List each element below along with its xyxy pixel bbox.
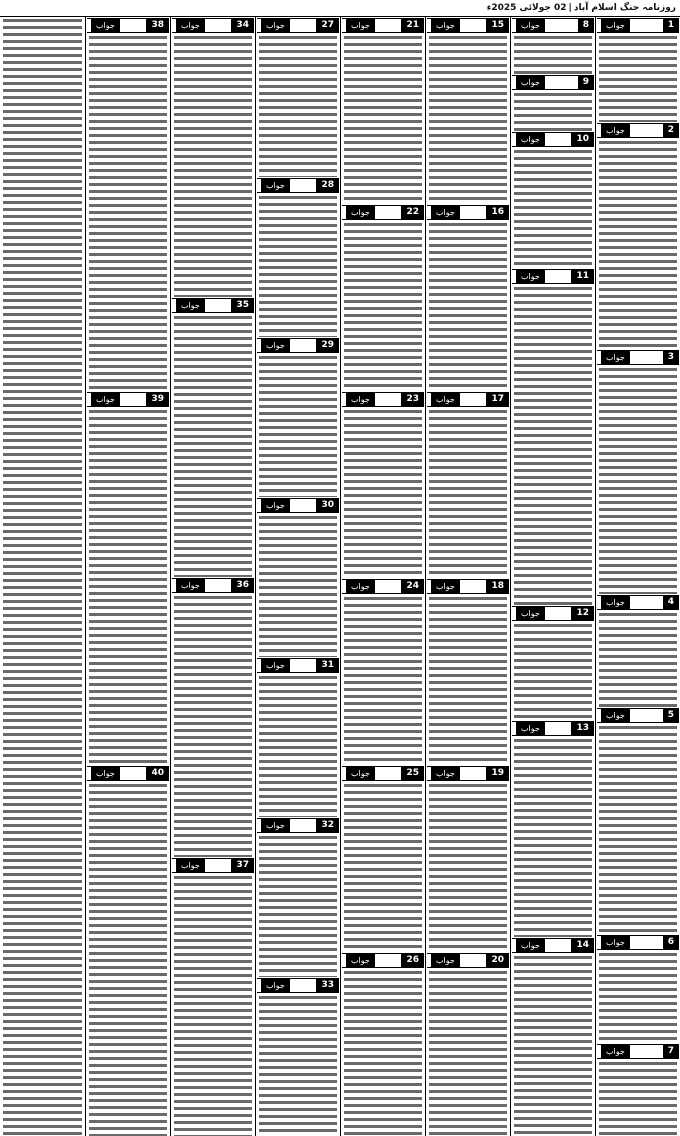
newspaper-header: [0, 0, 680, 17]
question-number: 21: [401, 19, 424, 32]
question-header: [597, 18, 679, 33]
header-separator: |: [568, 3, 572, 13]
question-header: [342, 392, 424, 407]
qa-block: [512, 18, 594, 74]
answer-text: [344, 34, 422, 204]
answer-label: جواب: [601, 124, 630, 137]
question-header: [427, 18, 509, 33]
question-number: 7: [663, 1045, 679, 1058]
question-header: [512, 721, 594, 736]
answer-text: [514, 737, 592, 937]
question-number: 34: [231, 19, 254, 32]
answer-label: جواب: [431, 19, 460, 32]
qa-block: [427, 18, 509, 204]
answer-text: [174, 874, 252, 1136]
question-number: 16: [486, 206, 509, 219]
answer-label: جواب: [261, 499, 290, 512]
question-number: 25: [401, 767, 424, 780]
question-number: 32: [316, 819, 339, 832]
answer-label: جواب: [91, 767, 120, 780]
question-number: 13: [571, 722, 594, 735]
qa-block: [342, 392, 424, 578]
answer-label: جواب: [261, 339, 290, 352]
answer-label: جواب: [176, 19, 205, 32]
answer-label: جواب: [431, 954, 460, 967]
qa-block: [172, 18, 254, 297]
newspaper-page: [0, 17, 680, 1136]
answer-text: [599, 34, 677, 122]
column-2: [510, 17, 595, 1136]
qa-block: [427, 205, 509, 391]
answer-text: [599, 951, 677, 1043]
qa-block: [512, 938, 594, 1136]
question-number: 18: [486, 580, 509, 593]
answer-text: [514, 622, 592, 720]
question-header: [87, 766, 169, 781]
answer-text: [259, 354, 337, 497]
qa-block: [512, 606, 594, 720]
qa-block: [597, 18, 679, 122]
qa-block: [597, 123, 679, 349]
answer-text: [599, 611, 677, 707]
answer-text: [514, 954, 592, 1136]
question-number: 26: [401, 954, 424, 967]
question-header: [172, 578, 254, 593]
answer-label: جواب: [516, 722, 545, 735]
question-header: [597, 1044, 679, 1059]
question-header: [257, 498, 339, 513]
qa-block: [87, 766, 169, 1136]
qa-block: [597, 1044, 679, 1136]
question-header: [427, 392, 509, 407]
question-number: 36: [231, 579, 254, 592]
question-number: 35: [231, 299, 254, 312]
qa-block: [512, 721, 594, 937]
answer-text: [174, 314, 252, 577]
qa-block: [257, 818, 339, 977]
question-header: [597, 123, 679, 138]
answer-label: جواب: [176, 579, 205, 592]
qa-block: [172, 298, 254, 577]
question-header: [597, 935, 679, 950]
answer-label: جواب: [516, 939, 545, 952]
answer-label: جواب: [346, 206, 375, 219]
answer-label: جواب: [601, 596, 630, 609]
question-header: [427, 579, 509, 594]
question-number: 31: [316, 659, 339, 672]
answer-label: جواب: [346, 954, 375, 967]
question-header: [172, 858, 254, 873]
qa-block: [512, 75, 594, 131]
question-number: 5: [663, 709, 679, 722]
answer-label: جواب: [431, 393, 460, 406]
qa-block: [512, 132, 594, 268]
question-header: [512, 75, 594, 90]
question-number: 30: [316, 499, 339, 512]
qa-block: [87, 392, 169, 765]
answer-label: جواب: [346, 580, 375, 593]
qa-block: [172, 578, 254, 857]
qa-block: [597, 935, 679, 1043]
question-number: 38: [146, 19, 169, 32]
answer-text: [89, 408, 167, 765]
question-number: 15: [486, 19, 509, 32]
qa-block: [257, 978, 339, 1136]
qa-block: [512, 269, 594, 605]
answer-text: [174, 594, 252, 857]
answer-label: جواب: [261, 659, 290, 672]
answer-label: جواب: [346, 767, 375, 780]
answer-label: جواب: [601, 1045, 630, 1058]
answer-text: [344, 221, 422, 391]
question-header: [342, 18, 424, 33]
qa-block: [342, 18, 424, 204]
article-text: [3, 17, 82, 1136]
answer-label: جواب: [261, 19, 290, 32]
answer-text: [429, 595, 507, 765]
column-4: [340, 17, 425, 1136]
question-header: [427, 953, 509, 968]
question-number: 8: [578, 19, 594, 32]
qa-block: [257, 658, 339, 817]
answer-text: [599, 1060, 677, 1136]
qa-block: [257, 18, 339, 177]
answer-text: [429, 782, 507, 952]
qa-block: [427, 579, 509, 765]
answer-text: [514, 34, 592, 74]
column-5: [255, 17, 340, 1136]
question-header: [257, 178, 339, 193]
answer-text: [344, 782, 422, 952]
question-header: [512, 606, 594, 621]
qa-block: [427, 766, 509, 952]
question-number: 24: [401, 580, 424, 593]
question-header: [257, 818, 339, 833]
question-number: 39: [146, 393, 169, 406]
answer-text: [429, 408, 507, 578]
question-header: [342, 579, 424, 594]
answer-label: جواب: [516, 76, 545, 89]
answer-label: جواب: [261, 819, 290, 832]
question-number: 22: [401, 206, 424, 219]
question-number: 28: [316, 179, 339, 192]
question-number: 14: [571, 939, 594, 952]
question-number: 9: [578, 76, 594, 89]
qa-block: [597, 708, 679, 934]
qa-block: [342, 953, 424, 1136]
qa-block: [172, 858, 254, 1136]
question-number: 29: [316, 339, 339, 352]
qa-block: [342, 205, 424, 391]
question-number: 12: [571, 607, 594, 620]
answer-text: [259, 994, 337, 1136]
answer-label: جواب: [516, 133, 545, 146]
question-number: 2: [663, 124, 679, 137]
qa-block: [427, 392, 509, 578]
answer-label: جواب: [601, 936, 630, 949]
question-number: 23: [401, 393, 424, 406]
answer-text: [514, 91, 592, 131]
newspaper-name: روزنامہ جنگ اسلام آباد: [573, 3, 676, 13]
answer-label: جواب: [601, 709, 630, 722]
column-6: [170, 17, 255, 1136]
answer-label: جواب: [431, 206, 460, 219]
answer-text: [344, 595, 422, 765]
qa-block: [427, 953, 509, 1136]
question-header: [597, 595, 679, 610]
answer-label: جواب: [516, 270, 545, 283]
answer-label: جواب: [261, 979, 290, 992]
question-header: [597, 350, 679, 365]
answer-text: [429, 221, 507, 391]
answer-label: جواب: [601, 19, 630, 32]
qa-block: [257, 178, 339, 337]
question-header: [427, 205, 509, 220]
answer-label: جواب: [176, 859, 205, 872]
answer-text: [429, 34, 507, 204]
answer-label: جواب: [346, 393, 375, 406]
question-header: [512, 269, 594, 284]
question-number: 40: [146, 767, 169, 780]
answer-label: جواب: [346, 19, 375, 32]
question-header: [87, 392, 169, 407]
column-7: [85, 17, 170, 1136]
answer-label: جواب: [431, 580, 460, 593]
answer-text: [259, 674, 337, 817]
answer-label: جواب: [516, 607, 545, 620]
question-header: [257, 658, 339, 673]
question-number: 27: [316, 19, 339, 32]
question-header: [342, 766, 424, 781]
answer-text: [599, 366, 677, 594]
answer-label: جواب: [431, 767, 460, 780]
answer-text: [344, 969, 422, 1136]
column-1: [595, 17, 680, 1136]
answer-label: جواب: [91, 393, 120, 406]
qa-block: [257, 338, 339, 497]
question-number: 37: [231, 859, 254, 872]
question-header: [597, 708, 679, 723]
question-header: [172, 298, 254, 313]
answer-label: جواب: [601, 351, 630, 364]
question-number: 4: [663, 596, 679, 609]
answer-text: [514, 148, 592, 268]
qa-block: [342, 766, 424, 952]
answer-label: جواب: [91, 19, 120, 32]
question-header: [512, 18, 594, 33]
answer-text: [259, 34, 337, 177]
answer-text: [89, 34, 167, 391]
answer-text: [514, 285, 592, 605]
question-number: 6: [663, 936, 679, 949]
answer-label: جواب: [516, 19, 545, 32]
question-number: 1: [663, 19, 679, 32]
column-3: [425, 17, 510, 1136]
answer-label: جواب: [261, 179, 290, 192]
question-header: [257, 18, 339, 33]
answer-text: [89, 782, 167, 1136]
question-header: [512, 938, 594, 953]
answer-text: [344, 408, 422, 578]
question-header: [512, 132, 594, 147]
question-header: [427, 766, 509, 781]
answer-text: [259, 514, 337, 657]
answer-text: [259, 834, 337, 977]
question-number: 33: [316, 979, 339, 992]
question-header: [257, 338, 339, 353]
question-number: 3: [663, 351, 679, 364]
qa-block: [597, 350, 679, 594]
column-8: [0, 17, 85, 1136]
question-number: 20: [486, 954, 509, 967]
issue-date: 02 جولائی 2025ء: [486, 3, 567, 13]
answer-text: [259, 194, 337, 337]
qa-block: [257, 498, 339, 657]
answer-text: [174, 34, 252, 297]
question-number: 10: [571, 133, 594, 146]
question-number: 19: [486, 767, 509, 780]
question-header: [257, 978, 339, 993]
qa-block: [597, 595, 679, 707]
question-header: [172, 18, 254, 33]
question-header: [342, 953, 424, 968]
answer-text: [599, 139, 677, 349]
answer-text: [429, 969, 507, 1136]
question-number: 17: [486, 393, 509, 406]
question-header: [87, 18, 169, 33]
question-header: [342, 205, 424, 220]
question-number: 11: [571, 270, 594, 283]
answer-text: [599, 724, 677, 934]
qa-block: [342, 579, 424, 765]
qa-block: [87, 18, 169, 391]
answer-label: جواب: [176, 299, 205, 312]
